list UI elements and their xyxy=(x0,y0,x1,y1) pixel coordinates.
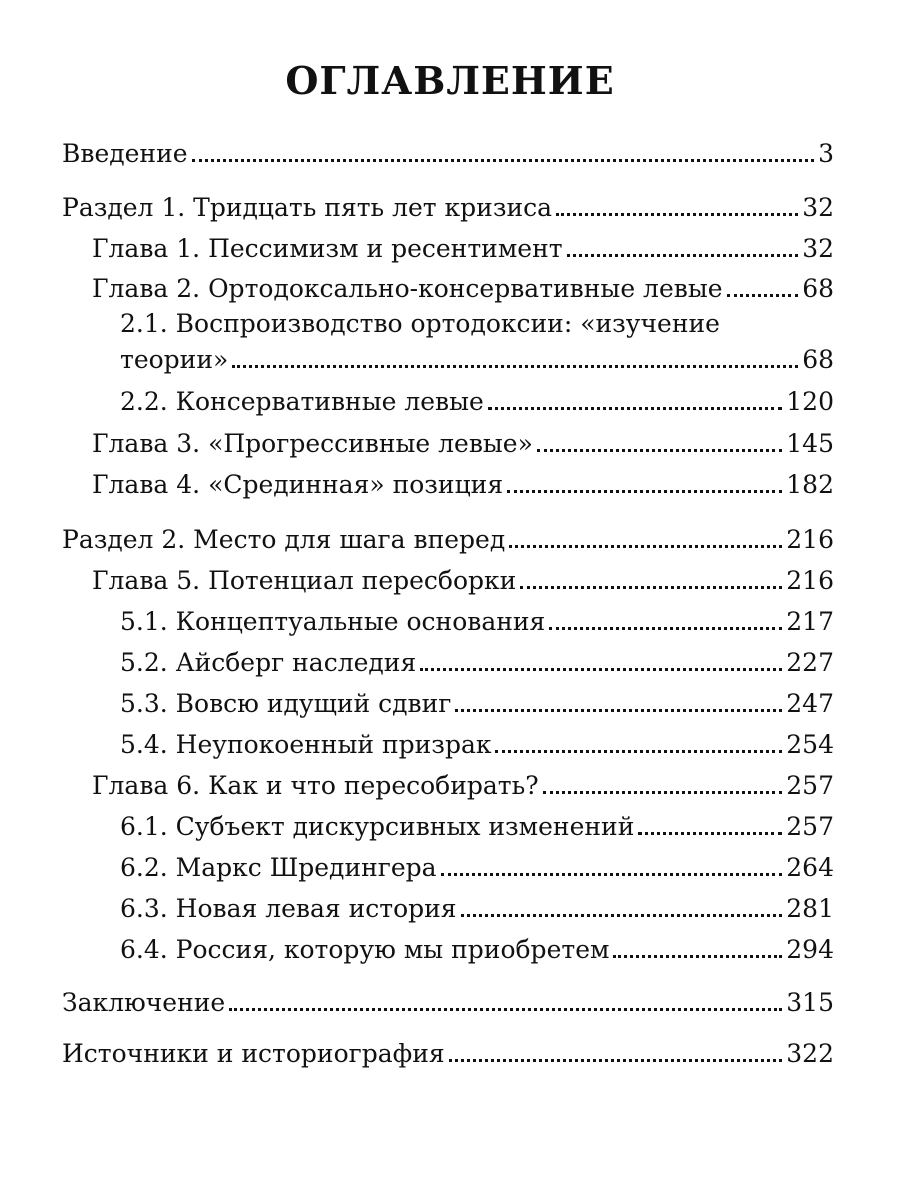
dot-leader xyxy=(727,294,799,297)
toc-page-number: 254 xyxy=(786,730,834,759)
toc-page-number: 315 xyxy=(786,988,834,1017)
toc-entry[interactable] xyxy=(120,721,834,761)
toc-page-number: 294 xyxy=(786,935,834,964)
toc-entry-label: теории» xyxy=(120,345,229,374)
toc-entry-label: Раздел 1. Тридцать пять лет кризиса xyxy=(62,193,553,222)
toc-entry[interactable] xyxy=(92,420,834,460)
dot-leader xyxy=(556,213,798,216)
toc-page-number: 182 xyxy=(786,470,834,499)
dot-leader xyxy=(461,914,783,917)
toc-entry[interactable] xyxy=(120,639,834,679)
toc-entry[interactable] xyxy=(62,1030,834,1070)
toc-page-number: 217 xyxy=(786,607,834,636)
toc-entry[interactable] xyxy=(120,885,834,925)
toc-entry[interactable] xyxy=(120,598,834,638)
toc-page-number: 247 xyxy=(786,689,834,718)
dot-leader xyxy=(441,873,783,876)
toc-entry[interactable] xyxy=(92,762,834,802)
toc-entry[interactable] xyxy=(120,926,834,966)
toc-entry-label: Глава 1. Пессимизм и ресентимент xyxy=(92,234,563,263)
toc-entry-label: Введение xyxy=(62,139,188,168)
toc-page-number: 120 xyxy=(786,387,834,416)
toc-entry-label: 5.2. Айсберг наследия xyxy=(120,648,417,677)
toc-entry-label: 6.1. Субъект дискурсивных изменений xyxy=(120,812,635,841)
toc-page-number: 68 xyxy=(802,274,834,303)
dot-leader xyxy=(543,791,783,794)
toc-entry-label: 5.1. Концептуальные основания xyxy=(120,607,546,636)
toc-entry[interactable] xyxy=(120,803,834,843)
toc-entry[interactable] xyxy=(120,336,834,376)
toc-entry-label: 6.4. Россия, которую мы приобретем xyxy=(120,935,610,964)
toc-page-number: 227 xyxy=(786,648,834,677)
toc-page-number: 281 xyxy=(786,894,834,923)
toc-entry-label: Глава 6. Как и что пересобирать? xyxy=(92,771,539,800)
toc-entry[interactable] xyxy=(92,225,834,265)
toc-entry-label: 6.3. Новая левая история xyxy=(120,894,457,923)
dot-leader xyxy=(488,407,782,410)
toc-entry-label: Глава 3. «Прогрессивные левые» xyxy=(92,429,533,458)
page-title: ОГЛАВЛЕНИЕ xyxy=(285,58,615,103)
toc-entry[interactable] xyxy=(62,184,834,224)
dot-leader xyxy=(520,586,782,589)
toc-entry-label: Глава 4. «Срединная» позиция xyxy=(92,470,504,499)
dot-leader xyxy=(420,668,782,671)
toc-page-number: 257 xyxy=(786,771,834,800)
toc-entry-label: Глава 2. Ортодоксально-консервативные левые xyxy=(92,274,723,303)
toc-entry-label: 6.2. Маркс Шредингера xyxy=(120,853,437,882)
toc-page-number: 3 xyxy=(818,139,834,168)
toc-page-number: 257 xyxy=(786,812,834,841)
toc-entry-label: Раздел 2. Место для шага вперед xyxy=(62,525,506,554)
dot-leader xyxy=(638,832,782,835)
toc-page-number: 32 xyxy=(802,234,834,263)
toc-page-number: 145 xyxy=(786,429,834,458)
toc-page-number: 68 xyxy=(802,345,834,374)
toc-entry[interactable] xyxy=(92,557,834,597)
toc-entry-label: 2.2. Консервативные левые xyxy=(120,387,484,416)
toc-page-number: 216 xyxy=(786,566,834,595)
toc-page-number: 32 xyxy=(802,193,834,222)
toc-entry[interactable] xyxy=(120,844,834,884)
dot-leader xyxy=(455,709,782,712)
toc-entry[interactable] xyxy=(92,461,834,501)
toc-page-number: 216 xyxy=(786,525,834,554)
toc-entry[interactable] xyxy=(120,680,834,720)
toc-entry[interactable] xyxy=(62,516,834,556)
dot-leader xyxy=(509,545,782,548)
dot-leader xyxy=(229,1008,782,1011)
toc-entry-label: Источники и историография xyxy=(62,1039,445,1068)
toc-entry-label-line1[interactable]: 2.1. Воспроизводство ортодоксии: «изучение xyxy=(120,309,720,338)
toc-entry[interactable] xyxy=(92,265,834,305)
dot-leader xyxy=(449,1059,783,1062)
dot-leader xyxy=(495,750,782,753)
toc-page-number: 264 xyxy=(786,853,834,882)
toc-entry[interactable] xyxy=(62,979,834,1019)
toc-entry-label: Глава 5. Потенциал пересборки xyxy=(92,566,517,595)
toc-entry[interactable] xyxy=(120,378,834,418)
dot-leader xyxy=(567,254,799,257)
toc-entry-label: 5.4. Неупокоенный призрак xyxy=(120,730,492,759)
toc-entry-label: Заключение xyxy=(62,988,226,1017)
toc-entry[interactable] xyxy=(62,130,834,170)
toc-entry-label: 5.3. Вовсю идущий сдвиг xyxy=(120,689,452,718)
dot-leader xyxy=(549,627,782,630)
dot-leader xyxy=(613,955,782,958)
dot-leader xyxy=(507,490,782,493)
dot-leader xyxy=(192,159,815,162)
dot-leader xyxy=(232,365,798,368)
toc-page-number: 322 xyxy=(786,1039,834,1068)
dot-leader xyxy=(537,449,782,452)
